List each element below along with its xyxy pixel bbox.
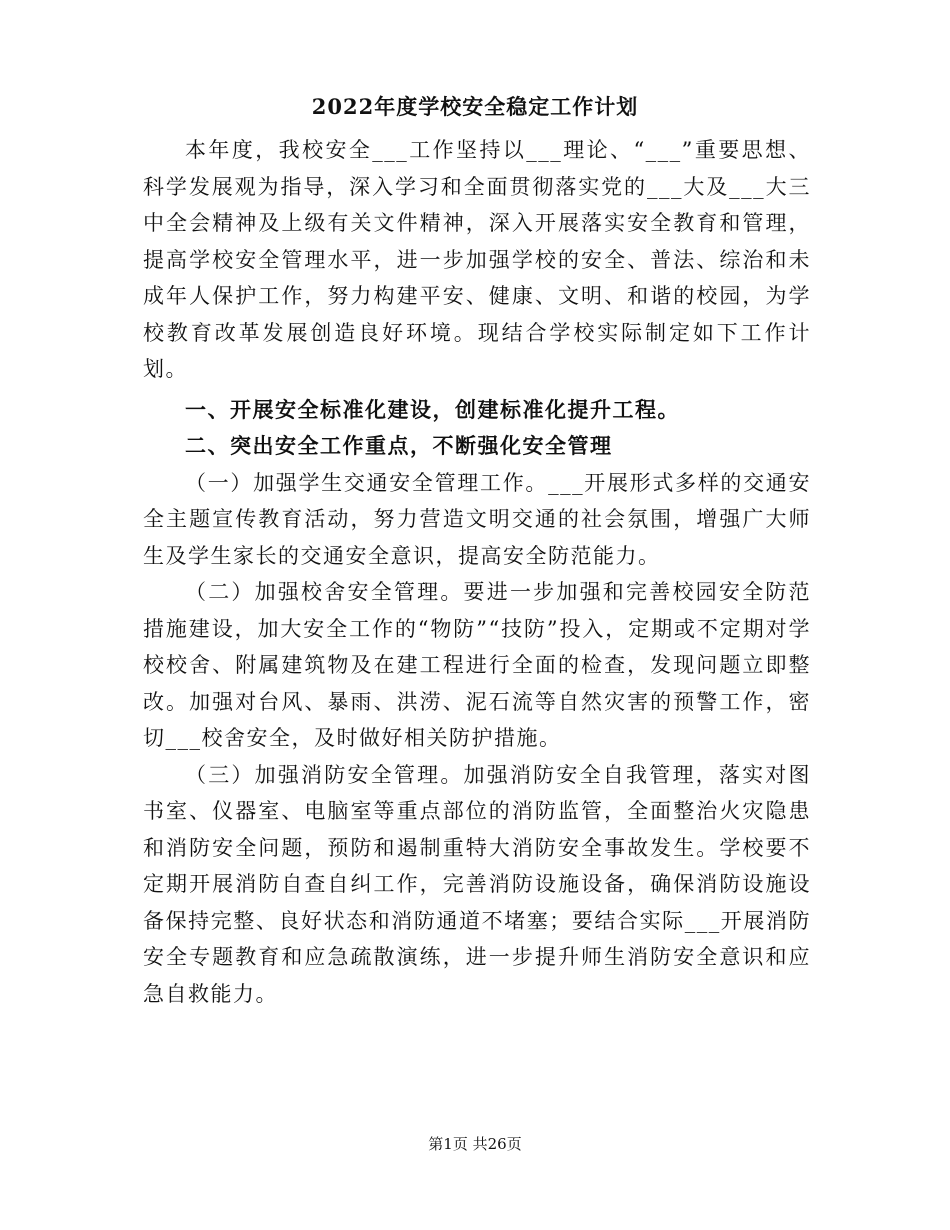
page-number-footer: 第1页 共26页 — [428, 1135, 522, 1153]
paragraph-building-safety: （二）加强校舍安全管理。要进一步加强和完善校园安全防范措施建设，加大安全工作的“物防”“技防”投入，定期或不定期对学校校舍、附属建筑物及在建工程进行全面的检查，发现问题立即整改。加强对台风、暴雨、洪涝、泥石流等自然灾害的预警工作，密切___校舍安全，及时做好相关防护措施。 — [143, 580, 811, 750]
section-heading-2: 二、突出安全工作重点，不断强化安全管理 — [185, 433, 613, 458]
paragraph-traffic-safety: （一）加强学生交通安全管理工作。___开展形式多样的交通安全主题宣传教育活动，努力营造文明交通的社会氛围，增强广大师生及学生家长的交通安全意识，提高安全防范能力。 — [143, 470, 811, 568]
document-body — [143, 132, 811, 1012]
section-heading-1: 一、开展安全标准化建设，创建标准化提升工程。 — [185, 396, 680, 422]
paragraph-fire-safety: （三）加强消防安全管理。加强消防安全自我管理，落实对图书室、仪器室、电脑室等重点部位的消防监管，全面整治火灾隐患和消防安全问题，预防和遏制重特大消防安全事故发生。学校要不定期开展消防自查自纠工作，完善消防设施设备，确保消防设施设备保持完整、良好状态和消防通道不堵塞；要结合实际___开展消防安全专题教育和应急疏散演练，进一步提升师生消防安全意识和应急自救能力。 — [143, 762, 811, 1006]
intro-paragraph: 本年度，我校安全___工作坚持以___理论、“___”重要思想、科学发展观为指导，深入学习和全面贯彻落实党的___大及___大三中全会精神及上级有关文件精神，深入开展落实安全教育和管理，提高学校安全管理水平，进一步加强学校的安全、普法、综治和未成年人保护工作，努力构建平安、健康、文明、和谐的校园，为学校教育改革发展创造良好环境。现结合学校实际制定如下工作计划。 — [143, 138, 811, 381]
document-title: 2022年度学校安全稳定工作计划 — [311, 94, 639, 119]
